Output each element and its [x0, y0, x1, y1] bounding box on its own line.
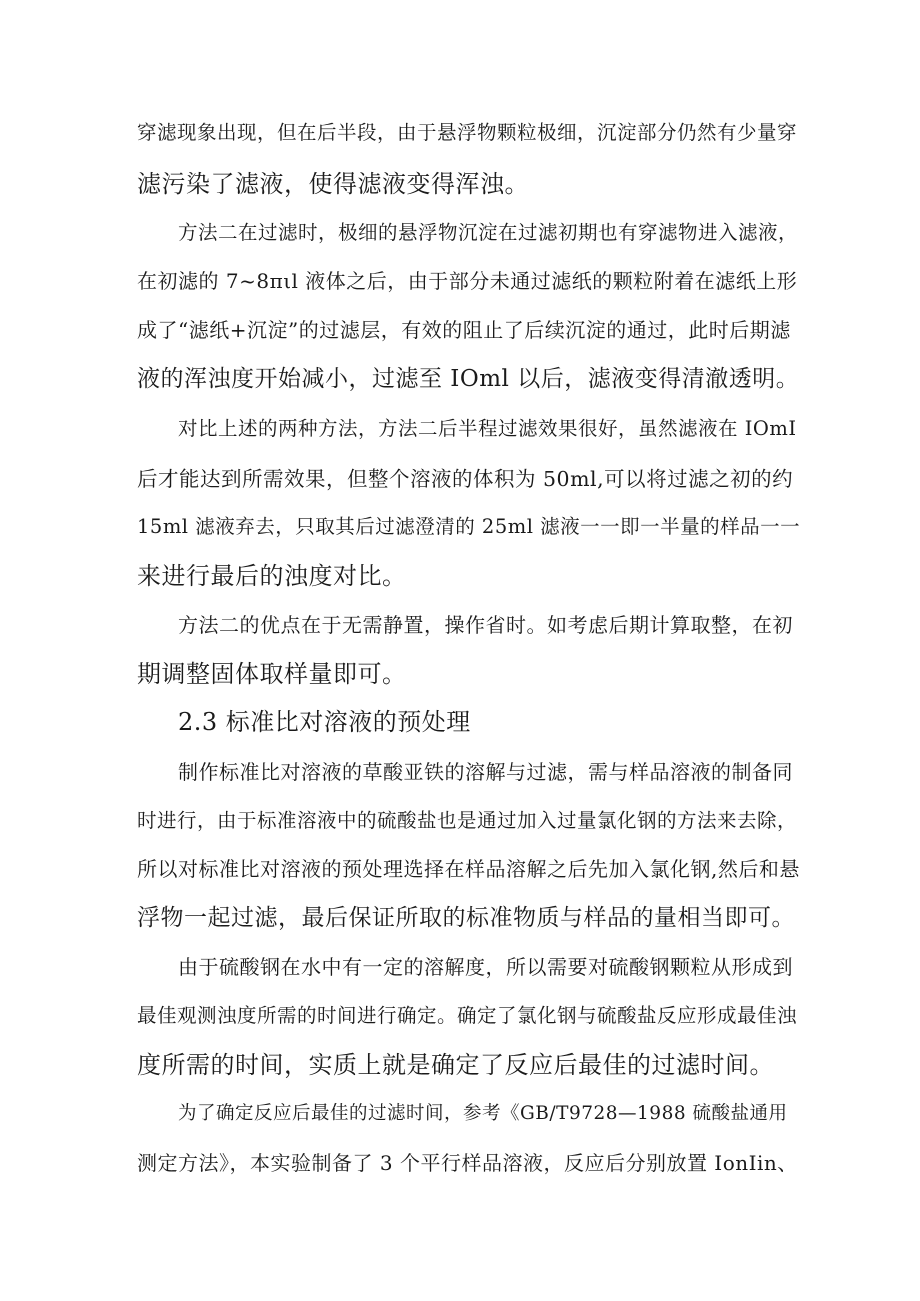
text-line: 最佳观测浊度所需的时间进行确定。确定了氯化钢与硫酸盐反应形成最佳浊	[137, 1004, 798, 1027]
paragraph-first-line: 由于硫酸钢在水中有一定的溶解度，所以需要对硫酸钢颗粒从形成到	[178, 955, 793, 979]
text-line: 测定方法》，本实验制备了 3 个平行样品溶液，反应后分别放置 IonIin、	[137, 1151, 798, 1175]
text-line: 在初滤的 7~8πιl 液体之后，由于部分未通过滤纸的颗粒附着在滤纸上形	[137, 269, 798, 293]
text-line: 后才能达到所需效果，但整个溶液的体积为 50ml,可以将过滤之初的约	[137, 467, 794, 491]
paragraph-first-line: 方法二的优点在于无需静置，操作省时。如考虑后期计算取整，在初	[178, 613, 793, 637]
paragraph-first-line: 方法二在过滤时，极细的悬浮物沉淀在过滤初期也有穿滤物进入滤液，	[178, 221, 799, 244]
text-line: 来进行最后的浊度对比。	[137, 562, 407, 590]
text-line: 度所需的时间，实质上就是确定了反应后最佳的过滤时间。	[137, 1051, 774, 1079]
paragraph-first-line: 制作标准比对溶液的草酸亚铁的溶解与过滤，需与样品溶液的制备同	[178, 760, 793, 784]
text-line: 浮物一起过滤，最后保证所取的标准物质与样品的量相当即可。	[137, 905, 795, 931]
paragraph-first-line: 为了确定反应后最佳的过滤时间，参考《GB/T9728—1988 硫酸盐通用	[178, 1103, 788, 1124]
section-heading: 2.3 标准比对溶液的预处理	[178, 708, 471, 736]
text-line: 15ml 滤液弃去，只取其后过滤澄清的 25ml 滤液一一即一半量的样品一一	[137, 515, 801, 538]
text-line: 时进行，由于标准溶液中的硫酸盐也是通过加入过量氯化钢的方法来去除，	[137, 809, 798, 832]
text-line: 滤污染了滤液，使得滤液变得浑浊。	[137, 170, 529, 198]
text-line: 穿滤现象出现，但在后半段，由于悬浮物颗粒极细，沉淀部分仍然有少量穿	[137, 121, 798, 144]
text-line: 液的浑浊度开始减小，过滤至 IOml 以后，滤液变得清澈透明。	[137, 366, 800, 392]
text-line: 成了“滤纸+沉淀”的过滤层，有效的阻止了后续沉淀的通过，此时后期滤	[137, 318, 791, 342]
text-line: 期调整固体取样量即可。	[137, 660, 407, 688]
text-line: 所以对标准比对溶液的预处理选择在样品溶解之后先加入氯化钢,然后和悬	[137, 857, 800, 881]
paragraph-first-line: 对比上述的两种方法，方法二后半程过滤效果很好，虽然滤液在 IOmI	[178, 417, 797, 440]
